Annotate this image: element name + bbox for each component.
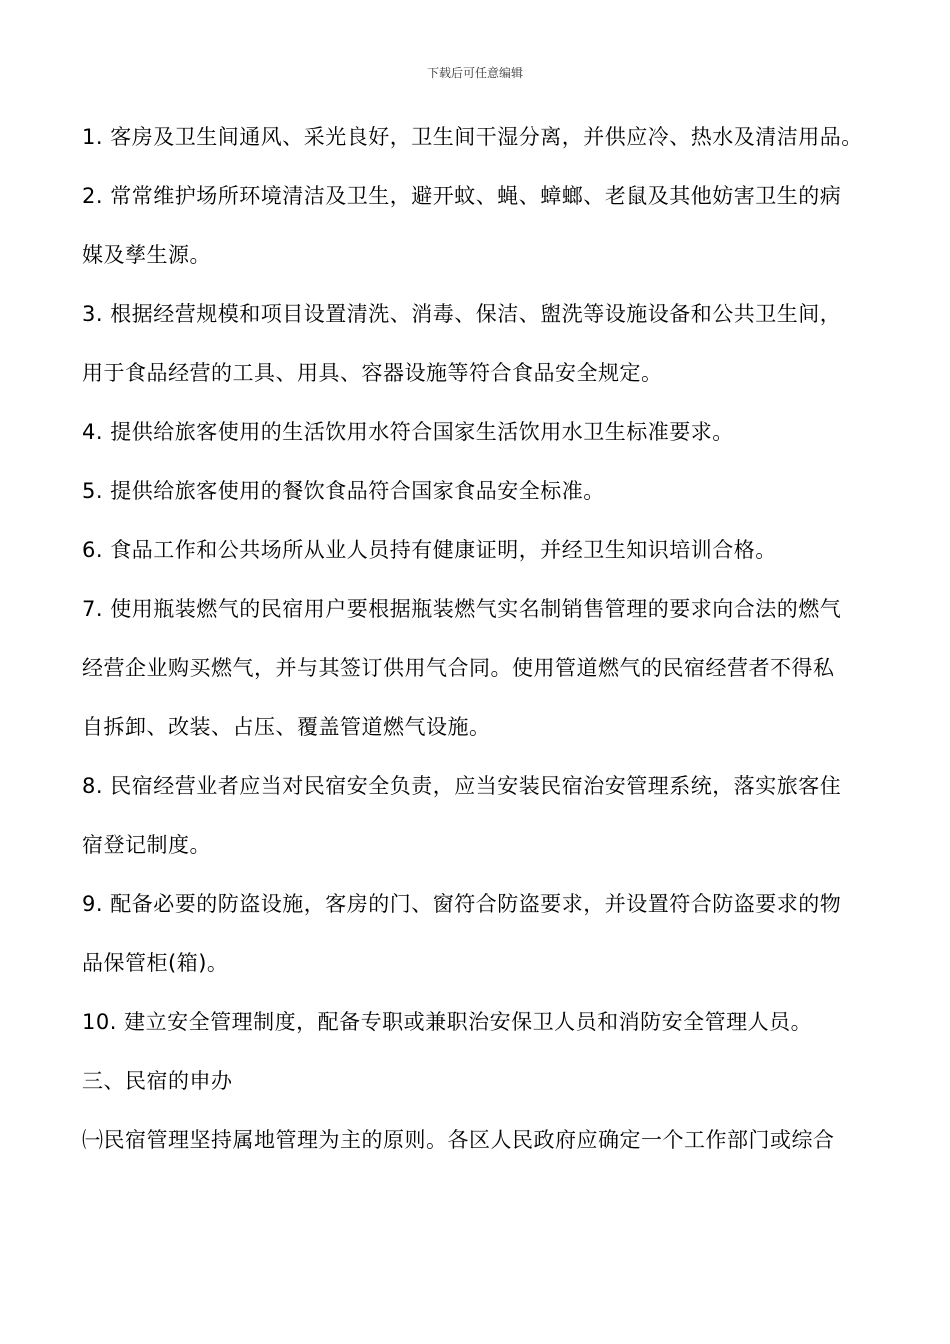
page-header: 下载后可任意编辑 [426, 66, 523, 80]
text-line: 用于食品经营的工具、用具、容器设施等符合食品安全规定。 [82, 361, 663, 385]
text-line: 10. 建立安全管理制度，配备专职或兼职治安保卫人员和消防安全管理人员。 [82, 1010, 813, 1034]
text-line: 自拆卸、改装、占压、覆盖管道燃气设施。 [82, 715, 491, 739]
text-line: 5. 提供给旅客使用的餐饮食品符合国家食品安全标准。 [82, 479, 605, 503]
text-line: 宿登记制度。 [82, 833, 211, 857]
text-line: 4. 提供给旅客使用的生活饮用水符合国家生活饮用水卫生标准要求。 [82, 420, 734, 444]
text-line: 6. 食品工作和公共场所从业人员持有健康证明，并经卫生知识培训合格。 [82, 538, 777, 562]
document-body [82, 113, 882, 1175]
text-line: 媒及孳生源。 [82, 243, 211, 267]
text-line: 8. 民宿经营业者应当对民宿安全负责，应当安装民宿治安管理系统，落实旅客住 [82, 774, 842, 798]
text-line: 1. 客房及卫生间通风、采光良好，卫生间干湿分离，并供应冷、热水及清洁用品。 [82, 125, 863, 149]
text-line: 2. 常常维护场所环境清洁及卫生，避开蚊、蝇、蟑螂、老鼠及其他妨害卫生的病 [82, 184, 842, 208]
text-line: 品保管柜(箱)。 [82, 951, 229, 975]
text-line: ㈠民宿管理坚持属地管理为主的原则。各区人民政府应确定一个工作部门或综合 [82, 1128, 835, 1152]
text-line: 7. 使用瓶装燃气的民宿用户要根据瓶装燃气实名制销售管理的要求向合法的燃气 [82, 597, 842, 621]
section-heading: 三、民宿的申办 [82, 1069, 233, 1093]
text-line: 9. 配备必要的防盗设施，客房的门、窗符合防盗要求，并设置符合防盗要求的物 [82, 892, 842, 916]
text-line: 经营企业购买燃气，并与其签订供用气合同。使用管道燃气的民宿经营者不得私 [82, 656, 835, 680]
text-line: 3. 根据经营规模和项目设置清洗、消毒、保洁、盥洗等设施设备和公共卫生间， [82, 302, 842, 326]
